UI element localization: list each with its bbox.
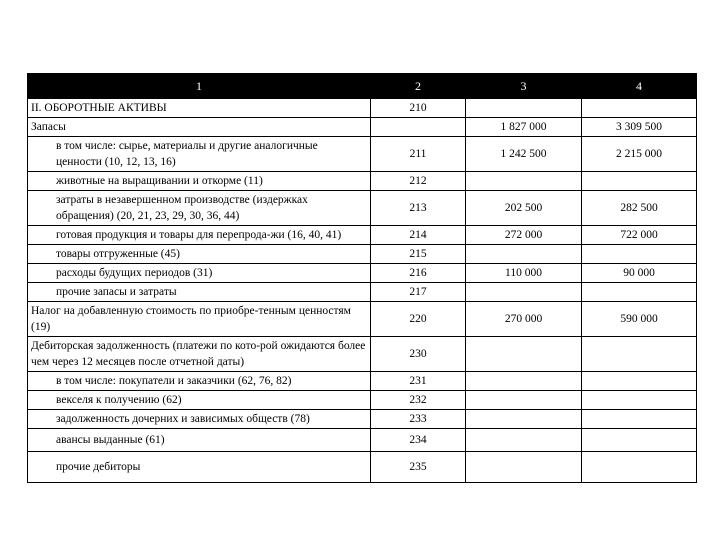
table-row xyxy=(28,429,697,452)
value-col3 xyxy=(466,391,582,410)
row-label: авансы выданные (61) xyxy=(28,429,371,452)
value-col4 xyxy=(582,99,697,118)
row-code: 235 xyxy=(371,452,466,483)
row-label: Налог на добавленную стоимость по приобре-тенным ценностям (19) xyxy=(28,302,371,337)
row-code xyxy=(371,118,466,137)
row-label: II. ОБОРОТНЫЕ АКТИВЫ xyxy=(28,99,371,118)
table-row xyxy=(28,172,697,191)
value-col4 xyxy=(582,429,697,452)
value-col3 xyxy=(466,337,582,372)
row-label: прочие дебиторы xyxy=(28,452,371,483)
value-col4: 282 500 xyxy=(582,191,697,226)
column-header: 3 xyxy=(466,74,582,99)
value-col4: 590 000 xyxy=(582,302,697,337)
balance-sheet-table xyxy=(27,73,697,483)
row-label: товары отгруженные (45) xyxy=(28,245,371,264)
row-code: 217 xyxy=(371,283,466,302)
row-label: векселя к получению (62) xyxy=(28,391,371,410)
table-row xyxy=(28,226,697,245)
value-col4 xyxy=(582,452,697,483)
value-col3 xyxy=(466,172,582,191)
value-col3 xyxy=(466,283,582,302)
value-col4 xyxy=(582,245,697,264)
value-col3: 1 242 500 xyxy=(466,137,582,172)
row-code: 216 xyxy=(371,264,466,283)
value-col3: 110 000 xyxy=(466,264,582,283)
value-col4: 3 309 500 xyxy=(582,118,697,137)
column-header: 4 xyxy=(582,74,697,99)
value-col4: 2 215 000 xyxy=(582,137,697,172)
row-label: прочие запасы и затраты xyxy=(28,283,371,302)
row-code: 230 xyxy=(371,337,466,372)
row-code: 210 xyxy=(371,99,466,118)
row-code: 213 xyxy=(371,191,466,226)
header-row xyxy=(28,74,697,99)
row-code: 214 xyxy=(371,226,466,245)
value-col4 xyxy=(582,337,697,372)
table-row xyxy=(28,452,697,483)
value-col3 xyxy=(466,372,582,391)
row-label: Запасы xyxy=(28,118,371,137)
value-col3 xyxy=(466,245,582,264)
table-row xyxy=(28,264,697,283)
column-header: 2 xyxy=(371,74,466,99)
table-row xyxy=(28,191,697,226)
row-label: затраты в незавершенном производстве (издержках обращения) (20, 21, 23, 29, 30, 36, 44) xyxy=(28,191,371,226)
row-code: 234 xyxy=(371,429,466,452)
row-code: 233 xyxy=(371,410,466,429)
value-col4 xyxy=(582,172,697,191)
value-col3: 270 000 xyxy=(466,302,582,337)
table-row xyxy=(28,245,697,264)
value-col3: 272 000 xyxy=(466,226,582,245)
table-row xyxy=(28,391,697,410)
table-row xyxy=(28,337,697,372)
value-col4 xyxy=(582,391,697,410)
row-label: животные на выращивании и откорме (11) xyxy=(28,172,371,191)
table-row xyxy=(28,372,697,391)
value-col3 xyxy=(466,452,582,483)
column-header: 1 xyxy=(28,74,371,99)
value-col3 xyxy=(466,429,582,452)
row-code: 215 xyxy=(371,245,466,264)
value-col3 xyxy=(466,99,582,118)
row-code: 212 xyxy=(371,172,466,191)
table-row xyxy=(28,302,697,337)
value-col4 xyxy=(582,283,697,302)
row-label: задолженность дочерних и зависимых обществ (78) xyxy=(28,410,371,429)
value-col4: 90 000 xyxy=(582,264,697,283)
value-col3 xyxy=(466,410,582,429)
value-col3: 1 827 000 xyxy=(466,118,582,137)
table-row xyxy=(28,137,697,172)
table-row xyxy=(28,283,697,302)
value-col4 xyxy=(582,372,697,391)
row-label: готовая продукция и товары для перепрода-жи (16, 40, 41) xyxy=(28,226,371,245)
table-row xyxy=(28,118,697,137)
table-row xyxy=(28,410,697,429)
row-code: 211 xyxy=(371,137,466,172)
row-label: в том числе: покупатели и заказчики (62, 76, 82) xyxy=(28,372,371,391)
row-label: в том числе: сырье, материалы и другие аналогичные ценности (10, 12, 13, 16) xyxy=(28,137,371,172)
value-col3: 202 500 xyxy=(466,191,582,226)
value-col4: 722 000 xyxy=(582,226,697,245)
row-label: расходы будущих периодов (31) xyxy=(28,264,371,283)
row-code: 231 xyxy=(371,372,466,391)
row-code: 220 xyxy=(371,302,466,337)
row-label: Дебиторская задолженность (платежи по кото-рой ожидаются более чем через 12 месяцев после отчетной даты) xyxy=(28,337,371,372)
row-code: 232 xyxy=(371,391,466,410)
value-col4 xyxy=(582,410,697,429)
table-row xyxy=(28,99,697,118)
